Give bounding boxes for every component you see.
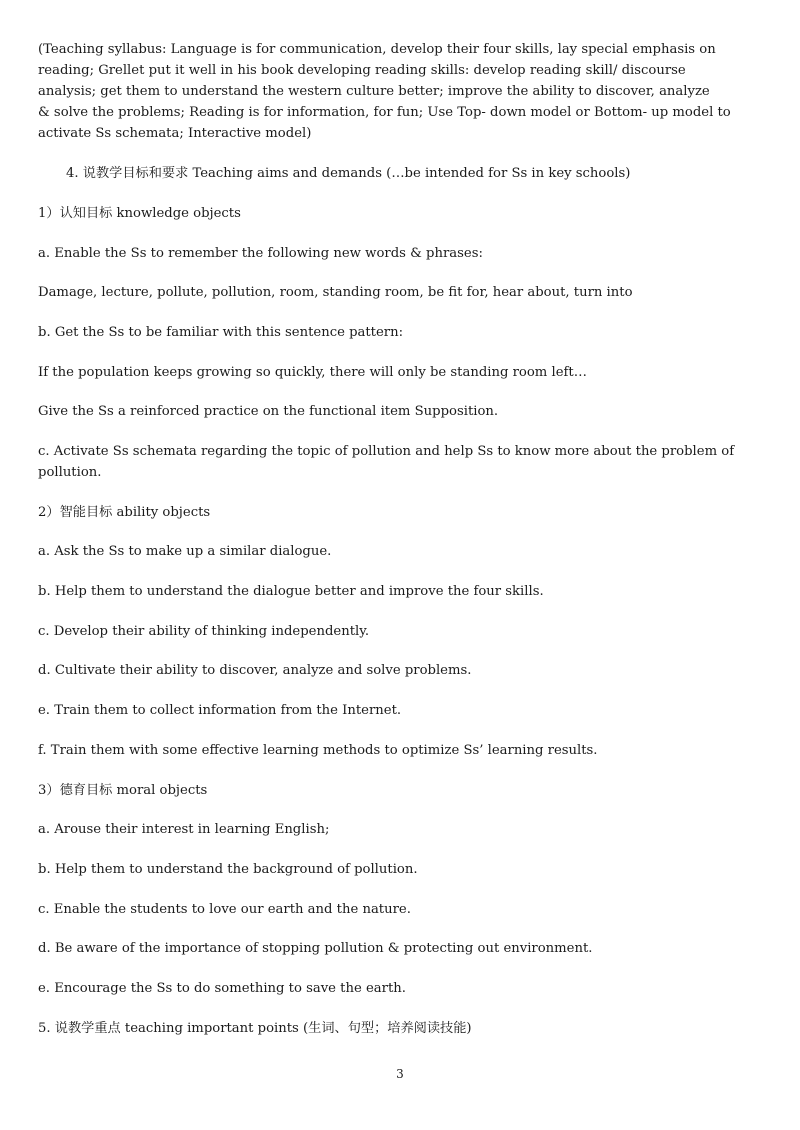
knowledge-item-b: b. Get the Ss to be familiar with this sentence pattern: — [38, 325, 404, 340]
knowledge-objects-heading: 1）认知目标 knowledge objects — [38, 206, 241, 221]
section-5-heading: 5. 说教学重点 teaching important points (生词、句型；培养阅读技能) — [38, 1021, 472, 1036]
knowledge-item-c-line: pollution. — [38, 465, 102, 480]
ability-item: f. Train them with some effective learning methods to optimize Ss’ learning results. — [38, 743, 598, 758]
moral-item: c. Enable the students to love our earth and the nature. — [38, 902, 411, 917]
ability-item: e. Train them to collect information from the Internet. — [38, 703, 402, 718]
syllabus-paragraph — [38, 39, 762, 144]
page-number: 3 — [396, 1067, 404, 1081]
syllabus-line: (Teaching syllabus: Language is for communication, develop their four skills, lay special emphasis on — [38, 42, 716, 57]
moral-item: e. Encourage the Ss to do something to save the earth. — [38, 981, 406, 996]
moral-item: d. Be aware of the importance of stopping pollution & protecting out environment. — [38, 941, 593, 956]
syllabus-line: & solve the problems; Reading is for information, for fun; Use Top- down model or Bottom- up model to — [38, 105, 731, 120]
moral-objects-heading: 3）德育目标 moral objects — [38, 783, 208, 798]
new-words-list: Damage, lecture, pollute, pollution, room, standing room, be fit for, hear about, turn into — [38, 285, 633, 300]
syllabus-line: analysis; get them to understand the western culture better; improve the ability to discover, analyze — [38, 84, 710, 99]
ability-item: b. Help them to understand the dialogue better and improve the four skills. — [38, 584, 544, 599]
knowledge-item-a: a. Enable the Ss to remember the following new words & phrases: — [38, 246, 483, 261]
syllabus-line: reading; Grellet put it well in his book developing reading skills: develop reading skill/ discourse — [38, 63, 686, 78]
functional-item-practice: Give the Ss a reinforced practice on the functional item Supposition. — [38, 404, 499, 419]
knowledge-item-c-line: c. Activate Ss schemata regarding the topic of pollution and help Ss to know more about the problem of — [38, 444, 735, 459]
ability-item: a. Ask the Ss to make up a similar dialogue. — [38, 544, 332, 559]
knowledge-item-c — [38, 441, 762, 483]
syllabus-line: activate Ss schemata; Interactive model) — [38, 126, 312, 141]
sentence-pattern: If the population keeps growing so quickly, there will only be standing room left… — [38, 365, 587, 380]
section-4-heading: 4. 说教学目标和要求 Teaching aims and demands (…be intended for Ss in key schools) — [66, 166, 631, 181]
ability-item: c. Develop their ability of thinking independently. — [38, 624, 370, 639]
moral-item: a. Arouse their interest in learning English; — [38, 822, 330, 837]
moral-item: b. Help them to understand the background of pollution. — [38, 862, 418, 877]
ability-objects-heading: 2）智能目标 ability objects — [38, 505, 211, 520]
ability-item: d. Cultivate their ability to discover, analyze and solve problems. — [38, 663, 472, 678]
